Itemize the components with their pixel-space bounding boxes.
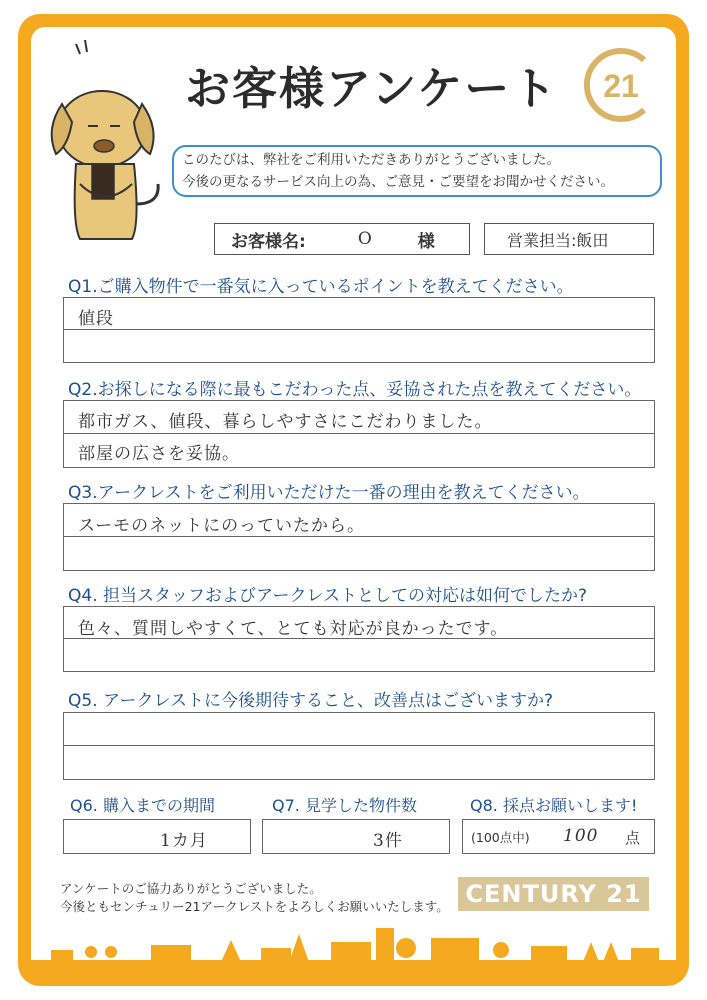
question-8: Q8. 採点お願いします! — [470, 796, 638, 815]
question-3: Q3.アークレストをご利用いただけた一番の理由を教えてください。 — [68, 483, 590, 503]
answer-box-3 — [63, 503, 655, 571]
answer-6: 1カ月 — [160, 831, 208, 851]
footer-line-2: 今後ともセンチュリー21アークレストをよろしくお願いいたします。 — [60, 899, 449, 914]
customer-name-value: O — [357, 229, 372, 249]
answer-2-line-1: 都市ガス、値段、暮らしやすさにこだわりました。 — [78, 412, 493, 432]
question-7: Q7. 見学した物件数 — [272, 796, 417, 815]
answer-3-line-1: スーモのネットにのっていたから。 — [78, 516, 365, 536]
customer-name-label: お客様名: — [231, 231, 306, 252]
answer-8: 100 — [563, 826, 599, 846]
question-6: Q6. 購入までの期間 — [70, 796, 215, 815]
score-prefix: (100点中) — [471, 830, 530, 845]
intro-line-2: 今後の更なるサービス向上の為、ご意見・ご要望をお聞かせください。 — [182, 174, 614, 190]
logo-text: 21 — [603, 68, 639, 104]
answer-1-line-1: 値段 — [78, 309, 114, 329]
town-skyline-illustration — [31, 920, 676, 973]
staff-value: 飯田 — [576, 230, 609, 250]
answer-box-6 — [63, 819, 251, 854]
answer-2-line-2: 部屋の広さを妥協。 — [78, 444, 240, 464]
question-4: Q4. 担当スタッフおよびアークレストとしての対応は如何でしたか? — [68, 586, 588, 606]
century21-circle-logo — [582, 46, 660, 124]
customer-name-suffix: 様 — [417, 231, 435, 252]
customer-name-box — [214, 223, 470, 255]
answer-7: 3件 — [373, 831, 403, 851]
answer-box-8 — [462, 819, 655, 854]
footer-message — [60, 880, 449, 916]
answer-box-2 — [63, 400, 655, 468]
staff-label: 営業担当: — [507, 230, 577, 250]
century21-brand-box: CENTURY 21 — [458, 877, 649, 911]
answer-box-5 — [63, 712, 655, 780]
score-unit: 点 — [625, 829, 641, 847]
mascot-dog-illustration — [40, 34, 175, 249]
staff-box — [484, 223, 654, 255]
footer-line-1: アンケートのご協力ありがとうございました。 — [60, 881, 322, 896]
intro-speech-bubble — [172, 145, 662, 197]
question-2: Q2.お探しになる際に最もこだわった点、妥協された点を教えてください。 — [68, 380, 642, 400]
answer-4-line-1: 色々、質問しやすくて、とても対応が良かったです。 — [78, 619, 509, 639]
intro-line-1: このたびは、弊社をご利用いただきありがとうございました。 — [182, 152, 560, 168]
question-5: Q5. アークレストに今後期待すること、改善点はございますか? — [68, 691, 554, 711]
question-1: Q1.ご購入物件で一番気に入っているポイントを教えてください。 — [68, 277, 574, 297]
answer-box-4 — [63, 606, 655, 672]
answer-box-1 — [63, 297, 655, 363]
page-title: お客様アンケート — [185, 62, 559, 115]
answer-box-7 — [262, 819, 450, 854]
